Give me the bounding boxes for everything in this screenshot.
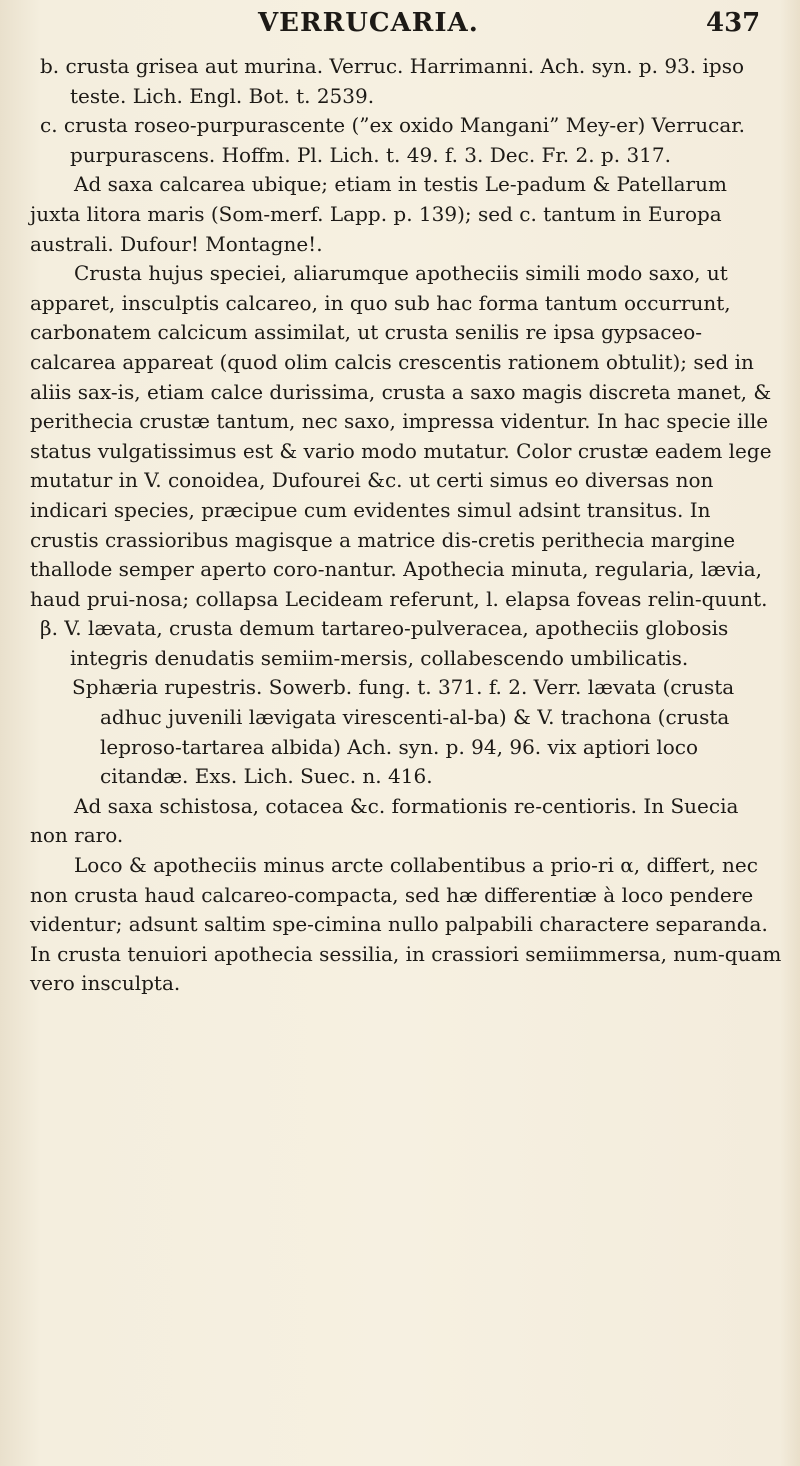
beta-notes-paragraph: Loco & apotheciis minus arcte collabentibus a prio-ri α, differt, nec non crusta haud calcareo-compacta, sed hæ differentiæ à loco pendere videntur; adsunt saltim spe-cimina nullo palpabili charactere separanda. In crusta tenuiori apothecia sessilia, in crassiori semiimmersa, num-quam vero insculpta.: [30, 853, 782, 996]
synonymy-paragraph: Sphæria rupestris. Sowerb. fung. t. 371. f. 2. Verr. lævata (crusta adhuc juvenili lævigata virescenti-al-ba) & V. trachona (crusta leproso-tartarea albida) Ach. syn. p. 94, 96. vix aptiori loco citandæ. Exs. Lich. Suec. n. 416.: [72, 675, 735, 789]
page-header: [0, 4, 800, 44]
page-number: 437: [706, 8, 761, 38]
running-title: VERRUCARIA.: [258, 8, 479, 38]
page-body: [30, 52, 782, 999]
beta-habitat-paragraph: Ad saxa schistosa, cotacea &c. formationis re-centioris. In Suecia non raro.: [30, 793, 739, 848]
habitat-paragraph: Ad saxa calcarea ubique; etiam in testis Le-padum & Patellarum juxta litora maris (Som-merf. Lapp. p. 139); sed c. tantum in Europa australi. Dufour! Montagne!.: [30, 172, 727, 256]
variety-c-paragraph: c. crusta roseo-purpurascente (”ex oxido Mangani” Mey-er) Verrucar. purpurascens. Hoffm. Pl. Lich. t. 49. f. 3. Dec. Fr. 2. p. 317.: [40, 113, 745, 167]
description-paragraph: Crusta hujus speciei, aliarumque apotheciis simili modo saxo, ut apparet, insculptis calcareo, in quo sub hac forma tantum occurrunt, carbonatem calcicum assimilat, ut crusta senilis re ipsa gypsaceo-calcarea appareat (quod olim calcis crescentis rationem obtulit); sed in aliis sax-is, etiam calce durissima, crusta a saxo magis discreta manet, & perithecia crustæ tantum, nec saxo, impressa videntur. In hac specie ille status vulgatissimus est & vario modo mutatur. Color crustæ eadem lege mutatur in V. conoidea, Dufourei &c. ut certi simus eo diversas non indicari species, præcipue cum evidentes simul adsint transitus. In crustis crassioribus magisque a matrice dis-cretis perithecia margine thallode semper aperto coro-nantur. Apothecia minuta, regularia, lævia, haud prui-nosa; collapsa Lecideam referunt, l. elapsa foveas relin-quunt.: [30, 261, 772, 611]
variety-b-paragraph: b. crusta grisea aut murina. Verruc. Harrimanni. Ach. syn. p. 93. ipso teste. Lich. Engl. Bot. t. 2539.: [40, 54, 744, 108]
variety-beta-paragraph: β. V. lævata, crusta demum tartareo-pulveracea, apotheciis globosis integris denudatis semiim-mersis, collabescendo umbilicatis.: [40, 616, 729, 670]
